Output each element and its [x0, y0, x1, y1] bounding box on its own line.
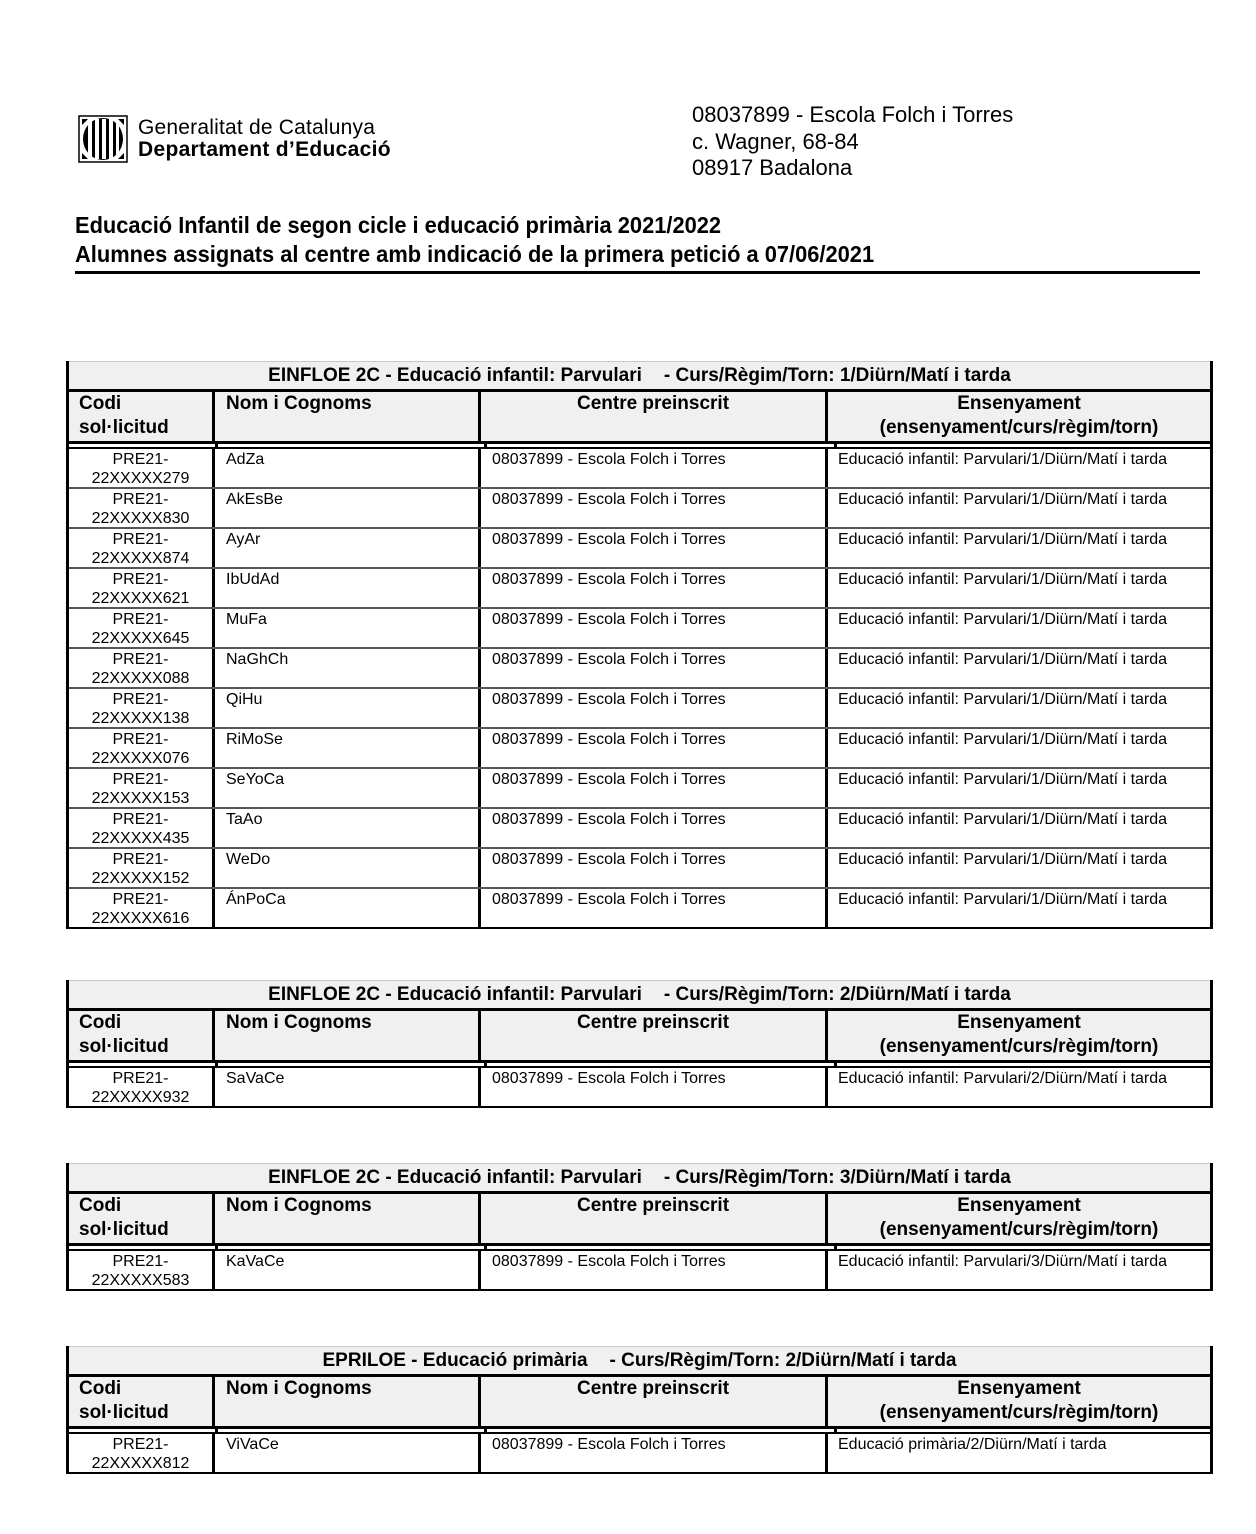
cell-codi: PRE21- 22XXXXX830 [69, 489, 215, 527]
cell-codi: PRE21- 22XXXXX645 [69, 609, 215, 647]
table-row [69, 609, 1210, 649]
table-header [69, 1194, 1210, 1246]
cell-codi: PRE21- 22XXXXX153 [69, 769, 215, 807]
cell-centre: 08037899 - Escola Folch i Torres [481, 1434, 828, 1472]
page-title [75, 211, 1200, 274]
table-caption [69, 1346, 1210, 1377]
table-row [69, 769, 1210, 809]
col-header-codi: Codi sol·licitud [69, 1377, 215, 1426]
table-row [69, 1251, 1210, 1289]
cell-centre: 08037899 - Escola Folch i Torres [481, 889, 828, 927]
title-line-1: Educació Infantil de segon cicle i educació primària 2021/2022 [75, 212, 722, 238]
col-header-ensenyament: Ensenyament (ensenyament/curs/règim/torn) [879, 1378, 1159, 1423]
cell-centre: 08037899 - Escola Folch i Torres [481, 1251, 828, 1289]
table-caption [69, 980, 1210, 1011]
students-table-4 [66, 1346, 1213, 1474]
cell-ensenyament: Educació infantil: Parvulari/1/Diürn/Matí i tarda [838, 731, 1168, 748]
cell-ensenyament: Educació infantil: Parvulari/1/Diürn/Matí i tarda [838, 531, 1168, 548]
cell-codi: PRE21- 22XXXXX076 [69, 729, 215, 767]
cell-nom: AyAr [215, 529, 481, 567]
col-header-nom: Nom i Cognoms [215, 1194, 481, 1243]
table-caption-program: EINFLOE 2C - Educació infantil: Parvulari [268, 365, 642, 386]
cell-codi: PRE21- 22XXXXX583 [69, 1251, 215, 1289]
cell-codi: PRE21- 22XXXXX152 [69, 849, 215, 887]
col-header-codi: Codi sol·licitud [69, 392, 215, 441]
table-caption-course: - Curs/Règim/Torn: 1/Diürn/Matí i tarda [663, 365, 1011, 386]
school-address [692, 102, 1013, 182]
table-row [69, 1068, 1210, 1106]
cell-codi: PRE21- 22XXXXX932 [69, 1068, 215, 1106]
cell-ensenyament: Educació infantil: Parvulari/3/Diürn/Matí i tarda [838, 1253, 1168, 1270]
table-row [69, 889, 1210, 927]
col-header-ensenyament: Ensenyament (ensenyament/curs/règim/torn) [879, 1195, 1159, 1240]
col-header-nom: Nom i Cognoms [215, 1011, 481, 1060]
cell-ensenyament: Educació infantil: Parvulari/1/Diürn/Matí i tarda [838, 851, 1168, 868]
cell-centre: 08037899 - Escola Folch i Torres [481, 649, 828, 687]
cell-centre: 08037899 - Escola Folch i Torres [481, 609, 828, 647]
table-caption-course: - Curs/Règim/Torn: 2/Diürn/Matí i tarda [609, 1350, 957, 1371]
table-header [69, 1377, 1210, 1429]
students-table-3 [66, 1163, 1213, 1291]
catalan-coat-of-arms-icon [78, 115, 128, 163]
cell-centre: 08037899 - Escola Folch i Torres [481, 689, 828, 727]
table-row [69, 489, 1210, 529]
col-header-codi: Codi sol·licitud [69, 1011, 215, 1060]
table-row [69, 849, 1210, 889]
table-row [69, 729, 1210, 769]
table-row [69, 529, 1210, 569]
cell-ensenyament: Educació infantil: Parvulari/1/Diürn/Matí i tarda [838, 691, 1168, 708]
cell-nom: KaVaCe [215, 1251, 481, 1289]
table-caption [69, 361, 1210, 392]
table-row [69, 569, 1210, 609]
school-name: 08037899 - Escola Folch i Torres [692, 102, 1014, 127]
cell-codi: PRE21- 22XXXXX138 [69, 689, 215, 727]
school-city: 08917 Badalona [692, 155, 853, 180]
col-header-centre: Centre preinscrit [481, 1377, 828, 1426]
cell-nom: TaAo [215, 809, 481, 847]
cell-centre: 08037899 - Escola Folch i Torres [481, 569, 828, 607]
cell-nom: ÁnPoCa [215, 889, 481, 927]
cell-nom: SaVaCe [215, 1068, 481, 1106]
cell-centre: 08037899 - Escola Folch i Torres [481, 729, 828, 767]
col-header-nom: Nom i Cognoms [215, 1377, 481, 1426]
cell-centre: 08037899 - Escola Folch i Torres [481, 769, 828, 807]
cell-codi: PRE21- 22XXXXX088 [69, 649, 215, 687]
col-header-centre: Centre preinscrit [481, 1011, 828, 1060]
table-caption-course: - Curs/Règim/Torn: 2/Diürn/Matí i tarda [663, 984, 1011, 1005]
table-header [69, 1011, 1210, 1063]
cell-nom: QiHu [215, 689, 481, 727]
table-row [69, 689, 1210, 729]
cell-nom: WeDo [215, 849, 481, 887]
table-caption [69, 1163, 1210, 1194]
cell-codi: PRE21- 22XXXXX812 [69, 1434, 215, 1472]
cell-centre: 08037899 - Escola Folch i Torres [481, 449, 828, 487]
cell-nom: AdZa [215, 449, 481, 487]
cell-nom: SeYoCa [215, 769, 481, 807]
table-caption-course: - Curs/Règim/Torn: 3/Diürn/Matí i tarda [663, 1167, 1011, 1188]
cell-codi: PRE21- 22XXXXX874 [69, 529, 215, 567]
cell-ensenyament: Educació infantil: Parvulari/1/Diürn/Matí i tarda [838, 811, 1168, 828]
cell-centre: 08037899 - Escola Folch i Torres [481, 849, 828, 887]
col-header-nom: Nom i Cognoms [215, 392, 481, 441]
logo [78, 115, 391, 163]
cell-ensenyament: Educació infantil: Parvulari/1/Diürn/Matí i tarda [838, 771, 1168, 788]
cell-codi: PRE21- 22XXXXX621 [69, 569, 215, 607]
table-caption-program: EINFLOE 2C - Educació infantil: Parvulari [268, 984, 642, 1005]
table-row [69, 809, 1210, 849]
cell-nom: RiMoSe [215, 729, 481, 767]
logo-department: Departament d’Educació [138, 138, 391, 161]
table-row [69, 649, 1210, 689]
col-header-centre: Centre preinscrit [481, 392, 828, 441]
students-table-2 [66, 980, 1213, 1108]
cell-ensenyament: Educació infantil: Parvulari/1/Diürn/Matí i tarda [838, 451, 1168, 468]
col-header-codi: Codi sol·licitud [69, 1194, 215, 1243]
cell-centre: 08037899 - Escola Folch i Torres [481, 809, 828, 847]
cell-nom: AkEsBe [215, 489, 481, 527]
cell-codi: PRE21- 22XXXXX435 [69, 809, 215, 847]
cell-ensenyament: Educació infantil: Parvulari/1/Diürn/Matí i tarda [838, 651, 1168, 668]
cell-ensenyament: Educació infantil: Parvulari/2/Diürn/Matí i tarda [838, 1070, 1168, 1087]
cell-ensenyament: Educació infantil: Parvulari/1/Diürn/Matí i tarda [838, 611, 1168, 628]
col-header-ensenyament: Ensenyament (ensenyament/curs/règim/torn) [879, 393, 1159, 438]
table-caption-program: EINFLOE 2C - Educació infantil: Parvulari [268, 1167, 642, 1188]
col-header-ensenyament: Ensenyament (ensenyament/curs/règim/torn) [879, 1012, 1159, 1057]
school-street: c. Wagner, 68-84 [692, 128, 859, 154]
cell-centre: 08037899 - Escola Folch i Torres [481, 489, 828, 527]
table-header [69, 392, 1210, 444]
cell-ensenyament: Educació infantil: Parvulari/1/Diürn/Matí i tarda [838, 491, 1168, 508]
cell-ensenyament: Educació infantil: Parvulari/1/Diürn/Matí i tarda [838, 891, 1168, 908]
cell-centre: 08037899 - Escola Folch i Torres [481, 529, 828, 567]
cell-centre: 08037899 - Escola Folch i Torres [481, 1068, 828, 1106]
students-table-1 [66, 361, 1213, 929]
logo-organization: Generalitat de Catalunya [138, 116, 376, 139]
cell-codi: PRE21- 22XXXXX616 [69, 889, 215, 927]
cell-ensenyament: Educació primària/2/Diürn/Matí i tarda [838, 1436, 1107, 1453]
title-line-2: Alumnes assignats al centre amb indicació de la primera petició a 07/06/2021 [75, 241, 875, 267]
table-row [69, 1434, 1210, 1472]
col-header-centre: Centre preinscrit [481, 1194, 828, 1243]
cell-nom: IbUdAd [215, 569, 481, 607]
cell-ensenyament: Educació infantil: Parvulari/1/Diürn/Matí i tarda [838, 571, 1168, 588]
cell-nom: MuFa [215, 609, 481, 647]
cell-nom: NaGhCh [215, 649, 481, 687]
cell-nom: ViVaCe [215, 1434, 481, 1472]
table-row [69, 449, 1210, 489]
table-caption-program: EPRILOE - Educació primària [322, 1350, 588, 1371]
cell-codi: PRE21- 22XXXXX279 [69, 449, 215, 487]
